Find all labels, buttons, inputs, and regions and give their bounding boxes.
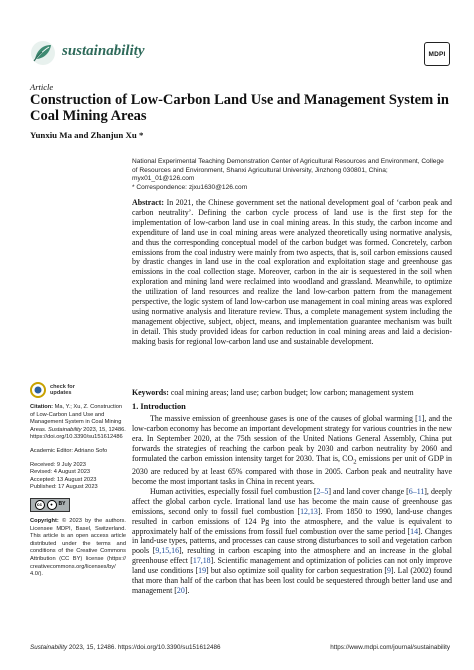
ref-link[interactable]: 6–11 xyxy=(408,486,425,496)
accepted-date: Accepted: 13 August 2023 xyxy=(30,476,97,483)
check-for-updates-icon xyxy=(30,382,46,398)
cc-by-text: BY xyxy=(58,501,66,508)
ref-link[interactable]: 9 xyxy=(386,566,391,576)
abstract-label: Abstract: xyxy=(132,198,164,207)
abstract-text: In 2021, the Chinese government set the national development goal of ‘carbon peak and carbon neutrality’. Defining the carbon cycle process of land use is the first step for the implementation of low-carbon land use in coal mining areas. In this study, the carbon income and expenditure of land use in coal mining areas were analyzed theoretically using normative analysis, and thus the corresponding conceptual model of the carbon budget was formed. Concretely, carbon emissions from the coal industry were mainly from two aspects, that is, soil carbon emissions caused by drastic changes in land use in the coal exploration and exploitation stage and greenhouse gas emissions in the coal collection stage. Moreover, carbon in the air is sequestered in the soil when exploration and mining land were reclaimed into woodland and grassland. Meanwhile, to optimize the utilization of land resources and realize the land low-carbon pattern from the management perspective, the logic system of land low-carbon use management in coal mining areas was explored using normative analysis and literature review. Thus, a complete management system including the management objective, subject, object, means, and implementation guarantee mechanism was built in detail. This study provided ideas for carbon reduction in coal mining areas and laid a decision-making basis for regional low-carbon land use and sustainable development. xyxy=(132,198,452,346)
ref-link[interactable]: 1 xyxy=(417,414,422,423)
journal-header xyxy=(30,38,450,72)
journal-name: sustainability xyxy=(62,43,145,59)
introduction-body xyxy=(132,414,452,596)
citation-journal: Sustainability xyxy=(48,426,82,433)
keywords xyxy=(132,388,452,398)
published-date: Published: 17 August 2023 xyxy=(30,484,98,491)
intro-paragraph-1: The massive emission of greenhouse gases is one of the causes of global warming [1], and the low-carbon economy has become an important development strategy for various countries in the new era. In September 2020, at the 75th session of the United Nations General Assembly, China put forwards the strategies of reaching the carbon peak by 2030 and carbon neutrality by 2060 and formulated the carbon emission intensity target for 2030. That is, $CO_2$ emissions per unit of GDP in 2030 are reduced by at least 65% compared with those in 2005. Carbon peak and neutrality have become the most important tasks in China in recent years. xyxy=(132,414,452,487)
keywords-label: Keywords: xyxy=(132,388,169,397)
ref-link[interactable]: 20 xyxy=(176,585,185,595)
ref-link[interactable]: 19 xyxy=(198,566,207,576)
revised-date: Revised: 4 August 2023 xyxy=(30,469,91,476)
article-type: Article xyxy=(30,82,54,92)
check-line1: check for xyxy=(50,383,75,390)
ref-link[interactable]: 2–5 xyxy=(316,486,329,496)
cc-icon: cc xyxy=(35,500,45,510)
academic-editor: Academic Editor: Adriano Sofo xyxy=(30,447,108,454)
ref-link[interactable]: 9,15,16 xyxy=(155,546,180,556)
article-sidebar xyxy=(30,382,126,579)
article-title: Construction of Low-Carbon Land Use and Management System in Coal Mining Areas xyxy=(30,92,449,124)
citation xyxy=(30,404,126,442)
affiliation xyxy=(132,158,450,192)
footer-journal-link[interactable]: https://www.mdpi.com/journal/sustainability xyxy=(330,644,450,651)
abstract xyxy=(132,198,452,347)
ref-link[interactable]: 17,18 xyxy=(192,556,211,566)
by-person-icon: ● xyxy=(47,500,57,510)
citation-tail: 2023, 15, 12486. https://doi.org/10.3390/su151612486 xyxy=(30,426,126,441)
page-footer xyxy=(30,644,450,651)
citation-label: Citation: xyxy=(30,404,54,410)
cc-license-badge[interactable] xyxy=(30,498,126,512)
footer-citation: 2023, 15, 12486. https://doi.org/10.3390/su151612486 xyxy=(68,644,221,651)
publisher-logo: MDPI xyxy=(424,42,450,66)
check-line2: updates xyxy=(50,390,72,396)
section-heading: 1. Introduction xyxy=(132,402,186,411)
check-for-updates-button[interactable] xyxy=(30,382,126,398)
citation-text: Ma, Y.; Xu, Z. Construction of Low-Carbon Land Use and Management System in Coal Mining Areas. xyxy=(30,404,123,433)
ref-link[interactable]: 12,13 xyxy=(300,506,318,516)
intro-paragraph-2: Human activities, especially fossil fuel combustion [2–5] and land cover change [6–11], deeply affect the global carbon cycle. Irrational land use has become the main cause of greenhouse gas emissions, second only to fossil fuel combustion [12,13]. From 1850 to 1990, land-use changes resulted in carbon emissions of 124 Pg into the atmosphere, and the value is equivalent to approximately half of the emissions from fossil fuel combustion over the same period [14]. Changes in land-use types, patterns, and processes can cause strong disturbances to soil and vegetation carbon pools [9,15,16], resulting in carbon escaping into the atmosphere and an increase in the global greenhouse effect [17,18]. Scientific management and optimization of policies can not only improve land use conditions [19] but also optimize soil quality for carbon sequestration [9]. Lal (2002) found that more than half of the carbon that has been lost could be sequestered through better land use and management [20]. xyxy=(132,486,453,595)
authors: Yunxiu Ma and Zhanjun Xu * xyxy=(30,130,144,140)
footer-journal: Sustainability xyxy=(30,644,68,651)
journal-leaf-icon xyxy=(30,40,56,66)
correspondence: * Correspondence: zjxu1630@126.com xyxy=(132,183,248,191)
keywords-text: coal mining areas; land use; carbon budget; low carbon; management system xyxy=(170,388,414,397)
ref-link[interactable]: 14 xyxy=(410,526,419,536)
copyright-text: © 2023 by the authors. Licensee MDPI, Basel, Switzerland. This article is an open access article distributed under the terms and conditions of the Creative Commons Attribution (CC BY) license (https:// creativecommons.org/licenses/by/ 4.0/). xyxy=(30,517,126,578)
affiliation-text: National Experimental Teaching Demonstration Center of Agricultural Resources and Environment, College of Resources and Environment, Shanxi Agricultural University, Jinzhong 030801, China; myx01_01@126.com xyxy=(132,158,444,183)
dates xyxy=(30,462,126,492)
copyright xyxy=(30,518,126,579)
copyright-label: Copyright: xyxy=(30,517,59,524)
received-date: Received: 9 July 2023 xyxy=(30,461,86,468)
